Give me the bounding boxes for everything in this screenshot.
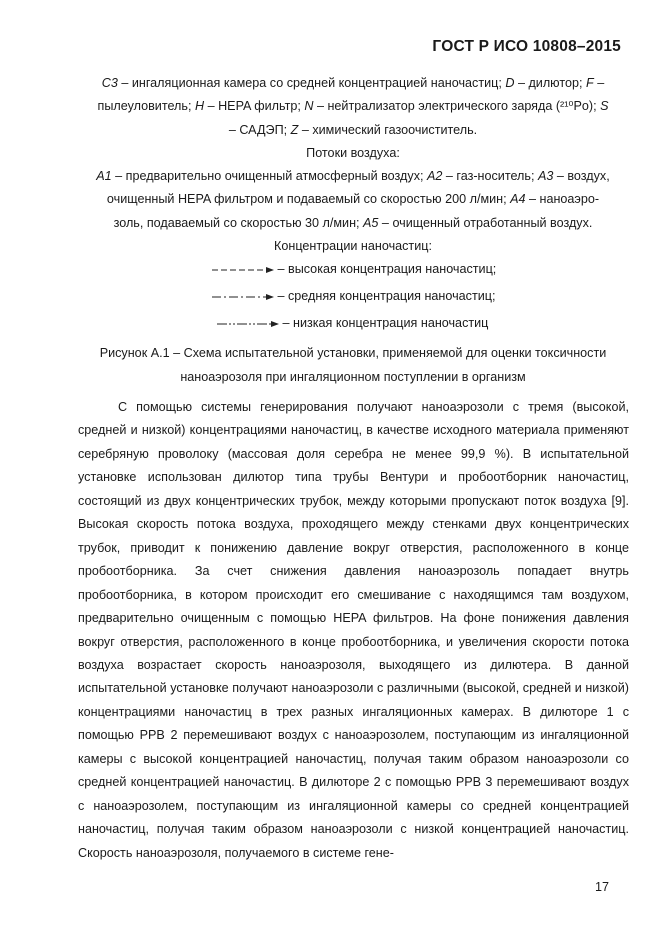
legend-symbol: A5 — [363, 215, 379, 230]
air-flows-line-1 — [78, 165, 628, 188]
caption-line-1: Рисунок А.1 – Схема испытательной установки, применяемой для оценки токсичности — [99, 346, 607, 360]
legend-low-concentration — [217, 313, 488, 333]
legend-text: – нейтрализатор электрического заряда (²¹⁰Po); — [313, 99, 601, 114]
air-flows-line-3 — [78, 212, 628, 235]
medium-concentration-label: – средняя концентрация наночастиц; — [277, 289, 496, 303]
dash-dot-dot-arrow-icon — [217, 319, 279, 329]
legend-symbol: H — [194, 99, 205, 114]
legend-symbol: A3 — [537, 169, 554, 184]
legend-text: – газ-носитель; — [442, 169, 538, 184]
low-concentration-label: – низкая концентрация наночастиц — [282, 316, 489, 330]
legend-symbol: D — [505, 76, 515, 90]
figure-caption — [78, 342, 628, 389]
dash-dot-arrow-icon — [212, 292, 274, 302]
legend-text: – химический газоочиститель. — [298, 122, 478, 137]
legend-symbol: A2 — [427, 169, 443, 184]
legend-text: – предварительно очищенный атмосферный воздух; — [111, 169, 427, 184]
legend-text: очищенный HEPA фильтром и подаваемый со скоростью 200 л/мин; — [106, 192, 511, 207]
legend-symbol: S — [600, 99, 609, 114]
legend-text: – наноаэро- — [525, 192, 600, 207]
concentrations-title: Концентрации наночастиц: — [274, 239, 432, 254]
body-paragraph: С помощью системы генерирования получают наноаэрозоли с тремя (высокой, средней и низкой) концентрациями наночастиц, в качестве исходного материала применяют серебряную проволоку (массовая доля серебра не менее 99,9 %). В испытательной установке использован дилютор типа трубы Вентури и пробоотборник наночастиц, состоящий из двух концентрических трубок, между которыми пропускают поток воздуха [9]. Высокая скорость потока воздуха, проходящего между стенками двух концентрических трубок, приводит к понижению давление вокруг отверстия, расположенного в конце пробоотборника. За счет снижения давления наноаэрозоль попадает внутрь пробоотборника, в котором происходит его смешивание с находящимся там воздухом, предварительно очищенным с помощью HEPA фильтров. На фоне понижения давления вокруг отверстия, расположенного в конце пробоотборника, и увеличения скорости потока воздуха возрастает скорость наноаэрозоля, выходящего из дилютера. В данной испытательной установке получают наноаэрозоли с различными (высокой, средней и низкой) концентрациями наночастиц в трех разных ингаляционных камерах. В дилюторе 1 с помощью PPB 2 перемешивают воздух с наноаэрозолем, поступающим из ингаляционной камеры с высокой концентрацией наночастиц, получая таким образом наноаэрозоли со средней концентрацией наночастиц. В дилюторе 2 с помощью PPB 3 перемешивают воздух с наноаэрозолем, поступающим из ингаляционной камеры со средней концентрацией наночастиц, получая таким образом наноаэрозоли с низкой концентрацией наночастиц. Скорость наноаэрозоля, получаемого в системе гене- — [78, 400, 629, 860]
figure-legend — [78, 72, 628, 258]
high-concentration-label: – высокая концентрация наночастиц; — [277, 262, 497, 276]
legend-devices-line-1 — [78, 72, 628, 95]
legend-high-concentration — [212, 259, 496, 279]
legend-symbol: A1 — [96, 169, 112, 184]
legend-symbol: Z — [290, 122, 299, 137]
air-flows-line-2 — [78, 188, 628, 211]
legend-text: пылеуловитель; — [97, 99, 195, 114]
legend-symbol: F — [586, 76, 594, 90]
air-flows-title: Потоки воздуха: — [306, 145, 400, 160]
body-text — [78, 396, 629, 865]
legend-text: золь, подаваемый со скоростью 30 л/мин; — [113, 215, 364, 230]
legend-symbol: A4 — [510, 192, 526, 207]
legend-text: – дилютор; — [514, 76, 586, 90]
legend-devices-line-3 — [78, 119, 628, 142]
legend-devices-line-2 — [78, 95, 628, 118]
legend-text: – — [593, 76, 605, 90]
legend-text: – очищенный отработанный воздух. — [378, 215, 593, 230]
legend-text: – ингаляционная камера со средней концентрацией наночастиц; — [117, 76, 506, 90]
page-number: 17 — [594, 880, 609, 894]
legend-text: – HEPA фильтр; — [204, 99, 305, 114]
document-header: ГОСТ Р ИСО 10808–2015 — [432, 38, 621, 55]
legend-text: – воздух, — [553, 169, 610, 184]
legend-medium-concentration — [212, 286, 495, 306]
legend-text: – САДЭП; — [228, 122, 291, 137]
legend-symbol: N — [304, 99, 314, 114]
caption-line-2: наноаэрозоля при ингаляционном поступлении в организм — [180, 369, 526, 384]
dashed-arrow-icon — [212, 265, 274, 275]
legend-symbol: C3 — [101, 76, 118, 90]
